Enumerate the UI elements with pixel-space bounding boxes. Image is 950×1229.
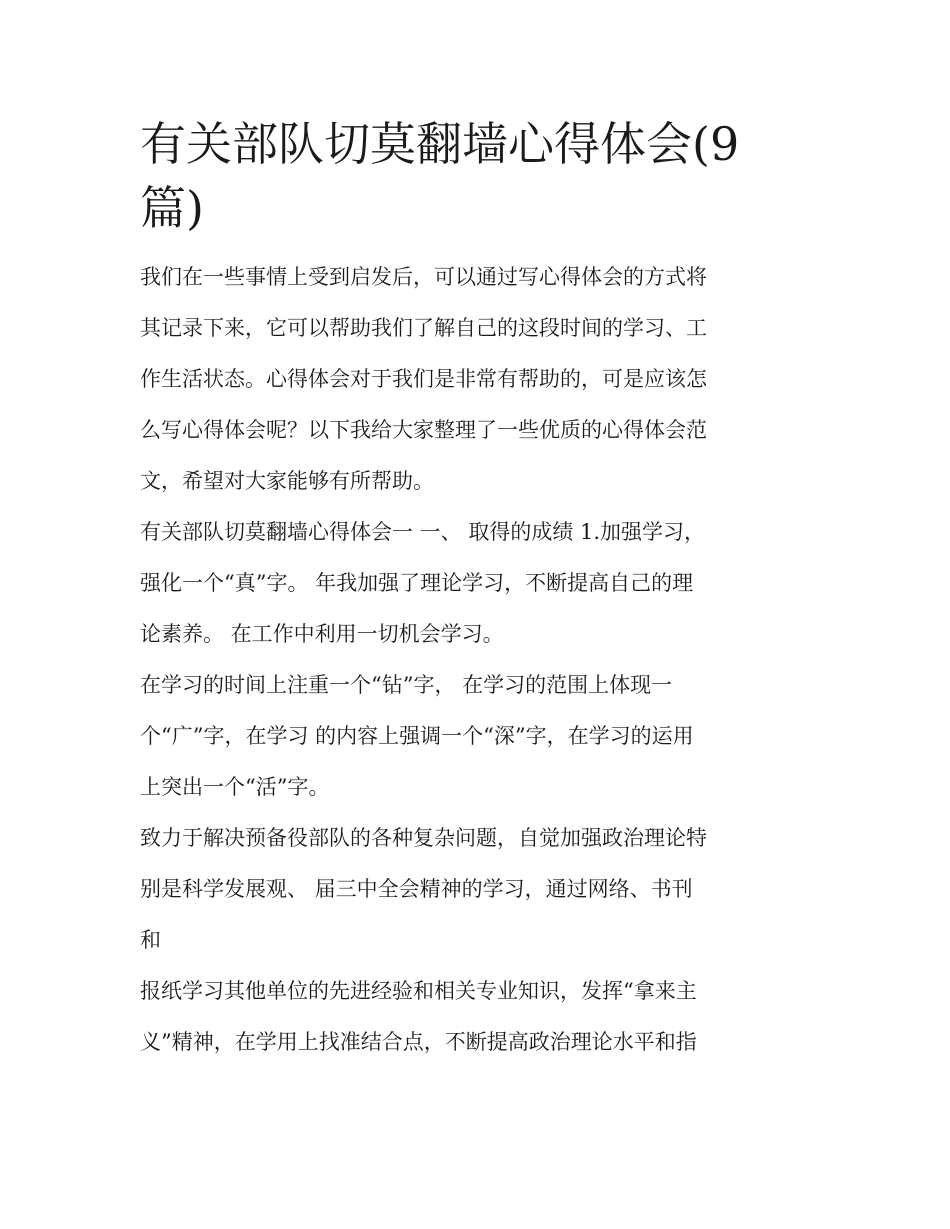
text-line: 在学习的时间上注重一个“钻”字， 在学习的范围上体现一 bbox=[140, 673, 673, 697]
text-line: 致力于解决预备役部队的各种复杂问题，自觉加强政治理论特 bbox=[140, 826, 707, 850]
text-line: 上突出一个“活”字。 bbox=[140, 775, 330, 799]
title-line: 篇) bbox=[140, 181, 204, 235]
text-line: 我们在一些事情上受到启发后，可以通过写心得体会的方式将 bbox=[140, 265, 707, 289]
text-line: 个“广”字，在学习 的内容上强调一个“深”字，在学习的运用 bbox=[140, 724, 694, 748]
paragraph-study-focus bbox=[140, 668, 812, 804]
text-line: 其记录下来，它可以帮助我们了解自己的这段时间的学习、工 bbox=[140, 316, 707, 340]
text-line: 报纸学习其他单位的先进经验和相关专业知识，发挥“拿来主 bbox=[140, 979, 697, 1003]
text-line: 义”精神，在学用上找准结合点，不断提高政治理论水平和指 bbox=[140, 1030, 697, 1054]
text-line: 和 bbox=[140, 928, 161, 952]
text-line: 强化一个“真”字。 年我加强了理论学习，不断提高自己的理 bbox=[140, 571, 694, 595]
text-line: 有关部队切莫翻墙心得体会一 一、 取得的成绩 1.加强学习， bbox=[140, 520, 706, 544]
title-line: 有关部队切莫翻墙心得体会(9 bbox=[140, 117, 740, 171]
text-line: 论素养。 在工作中利用一切机会学习。 bbox=[140, 622, 504, 646]
text-line: 别是科学发展观、 届三中全会精神的学习，通过网络、书刊 bbox=[140, 877, 693, 901]
text-line: 作生活状态。心得体会对于我们是非常有帮助的，可是应该怎 bbox=[140, 367, 707, 391]
text-line: 文，希望对大家能够有所帮助。 bbox=[140, 469, 434, 493]
text-line: 么写心得体会呢？以下我给大家整理了一些优质的心得体会范 bbox=[140, 418, 707, 442]
paragraph-section-one bbox=[140, 515, 812, 651]
paragraph-intro bbox=[140, 260, 812, 498]
paragraph-learning-experience bbox=[140, 974, 812, 1059]
paragraph-problem-solving bbox=[140, 821, 812, 957]
document-title bbox=[140, 112, 812, 240]
document-body bbox=[140, 112, 812, 1076]
